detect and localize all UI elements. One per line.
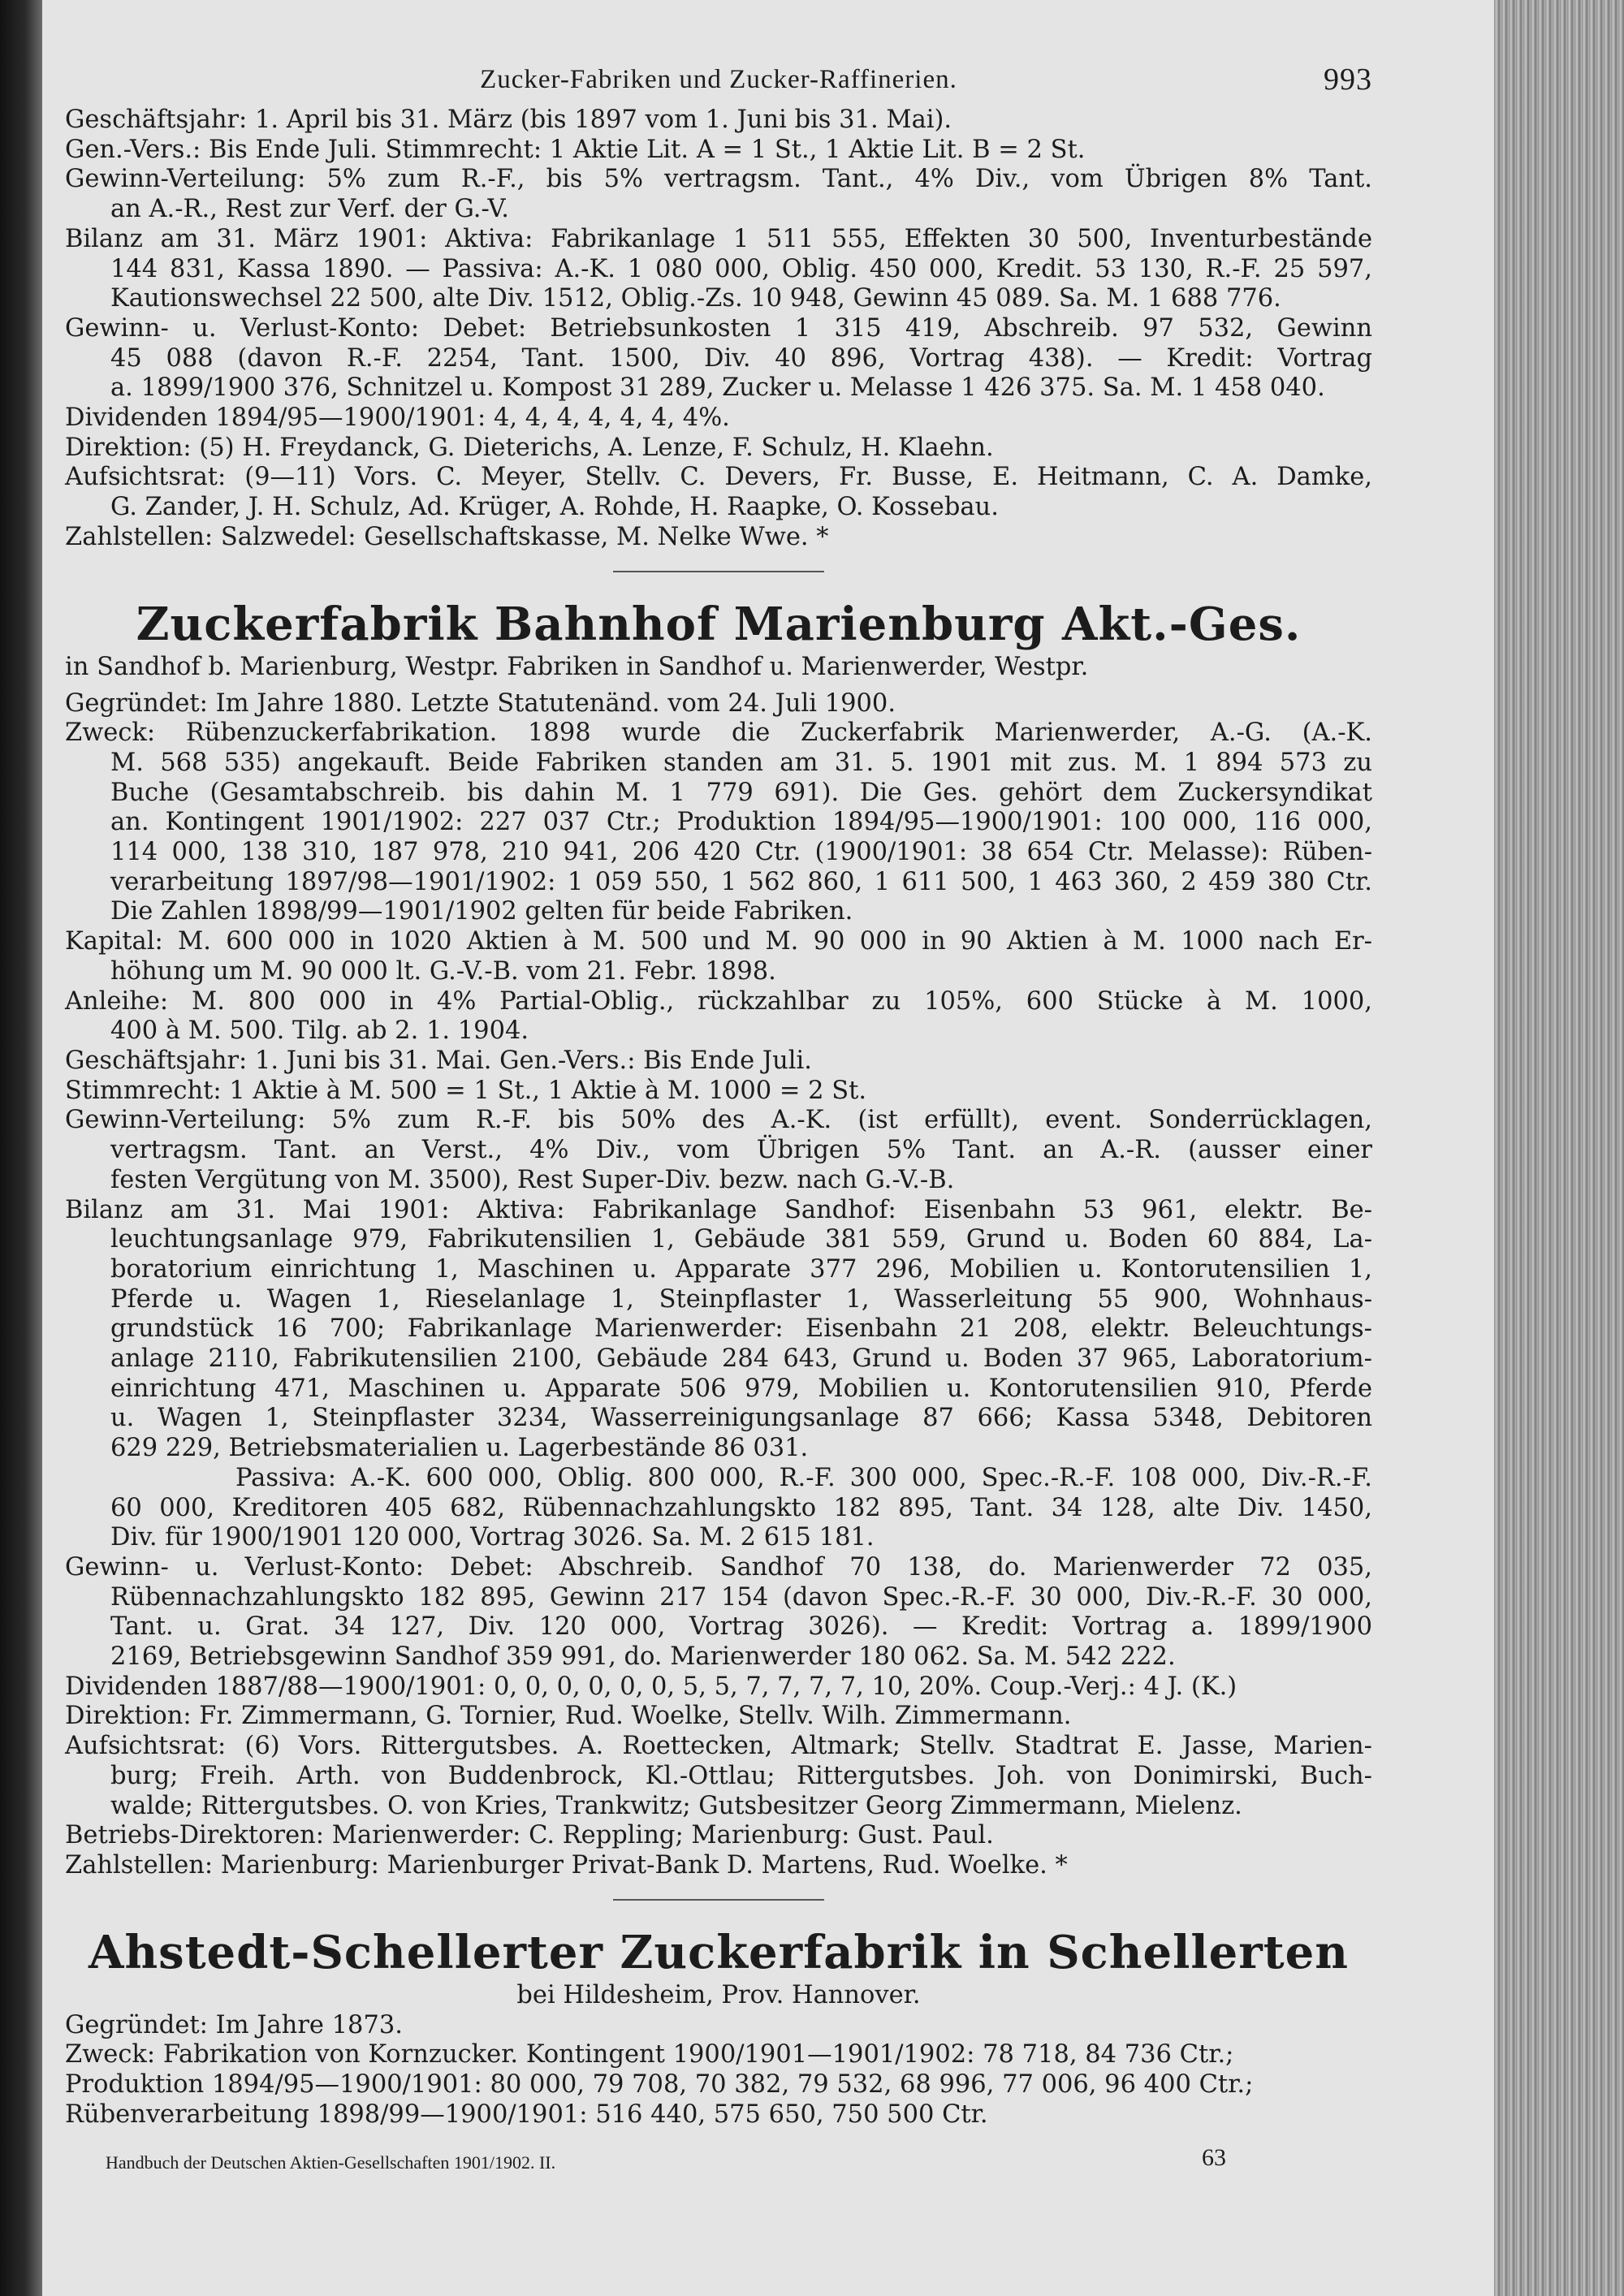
text-line: 45 088 (davon R.-F. 2254, Tant. 1500, Div. 40 896, Vortrag 438). — Kredit: Vortrag — [110, 343, 1372, 373]
text-line: Gewinn- u. Verlust-Konto: Debet: Abschreib. Sandhof 70 138, do. Marienwerder 72 035, — [65, 1552, 1372, 1582]
entry-previous-company — [65, 106, 1372, 553]
running-head — [65, 57, 1372, 106]
text-line: Geschäftsjahr: 1. Juni bis 31. Mai. Gen.-Vers.: Bis Ende Juli. — [65, 1046, 812, 1075]
company-subtitle-schellerten: bei Hildesheim, Prov. Hannover. — [516, 1980, 921, 2009]
text-line: Anleihe: M. 800 000 in 4% Partial-Oblig., rückzahlbar zu 105%, 600 Stücke à M. 1000, — [65, 986, 1372, 1016]
footer-source: Handbuch der Deutschen Aktien-Gesellschaften 1901/1902. II. — [106, 2152, 556, 2173]
text-line: Gegründet: Im Jahre 1873. — [65, 2010, 403, 2039]
text-line: einrichtung 471, Maschinen u. Apparate 506 979, Mobilien u. Kontorutensilien 910, Pferde — [110, 1374, 1372, 1403]
text-line: Rübennachzahlungskto 182 895, Gewinn 217 154 (davon Spec.-R.-F. 30 000, Div.-R.-F. 30 000, — [110, 1582, 1372, 1612]
text-line: Tant. u. Grat. 34 127, Div. 120 000, Vortrag 3026). — Kredit: Vortrag a. 1899/1900 — [110, 1612, 1372, 1642]
text-line: festen Vergütung von M. 3500), Rest Super-Div. bezw. nach G.-V.-B. — [110, 1165, 955, 1194]
text-line: Zahlstellen: Salzwedel: Gesellschaftskasse, M. Nelke Wwe. * — [65, 522, 829, 551]
text-line: an. Kontingent 1901/1902: 227 037 Ctr.; Produktion 1894/95—1900/1901: 100 000, 116 000, — [110, 808, 1372, 837]
text-line: Gewinn-Verteilung: 5% zum R.-F. bis 50% des A.-K. (ist erfüllt), event. Sonderrücklagen, — [65, 1106, 1372, 1135]
text-line: Geschäftsjahr: 1. April bis 31. März (bis 1897 vom 1. Juni bis 31. Mai). — [65, 106, 952, 134]
text-line: Aufsichtsrat: (6) Vors. Rittergutsbes. A. Roettecken, Altmark; Stellv. Stadtrat E. Jasse, Marien- — [65, 1732, 1372, 1761]
text-line: anlage 2110, Fabrikutensilien 2100, Gebäude 284 643, Grund u. Boden 37 965, Laboratorium- — [110, 1344, 1372, 1374]
text-line: höhung um M. 90 000 lt. G.-V.-B. vom 21. Febr. 1898. — [110, 956, 776, 986]
entry-schellerten — [65, 2011, 1372, 2130]
text-line: 400 à M. 500. Tilg. ab 2. 1. 1904. — [110, 1016, 529, 1046]
text-line: Gegründet: Im Jahre 1880. Letzte Statutenänd. vom 24. Juli 1900. — [65, 688, 896, 718]
text-line: Kapital: M. 600 000 in 1020 Aktien à M. 500 und M. 90 000 in 90 Aktien à M. 1000 nach Er- — [65, 927, 1372, 956]
text-line: Produktion 1894/95—1900/1901: 80 000, 79 708, 70 382, 79 532, 68 996, 77 006, 96 400 Ctr.; — [65, 2070, 1254, 2100]
page-footer — [65, 2144, 1372, 2183]
book-binding-shadow — [0, 0, 42, 2296]
text-line: Gewinn- u. Verlust-Konto: Debet: Betriebsunkosten 1 315 419, Abschreib. 97 532, Gewinn — [65, 313, 1372, 343]
text-line: Stimmrecht: 1 Aktie à M. 500 = 1 St., 1 Aktie à M. 1000 = 2 St. — [65, 1076, 867, 1105]
text-line: Passiva: A.-K. 600 000, Oblig. 800 000, R.-F. 300 000, Spec.-R.-F. 108 000, Div.-R.-F. — [235, 1463, 1372, 1492]
text-line: Direktion: Fr. Zimmermann, G. Tornier, Rud. Woelke, Stellv. Wilh. Zimmermann. — [65, 1702, 1072, 1731]
text-line: Bilanz am 31. März 1901: Aktiva: Fabrikanlage 1 511 555, Effekten 30 500, Inventurbestände — [65, 224, 1372, 253]
text-line: Zweck: Rübenzuckerfabrikation. 1898 wurde die Zuckerfabrik Marienwerder, A.-G. (A.-K. — [65, 719, 1372, 748]
text-line: 629 229, Betriebsmaterialien u. Lagerbestände 86 031. — [110, 1434, 809, 1463]
text-line: Kautionswechsel 22 500, alte Div. 1512, Oblig.-Zs. 10 948, Gewinn 45 089. Sa. M. 1 688 776. — [110, 284, 1281, 313]
text-line: an A.-R., Rest zur Verf. der G.-V. — [110, 195, 509, 224]
text-line: grundstück 16 700; Fabrikanlage Marienwerder: Eisenbahn 21 208, elektr. Beleuchtungs- — [110, 1314, 1372, 1344]
text-line: Buche (Gesamtabschreib. bis dahin M. 1 779 691). Die Ges. gehört dem Zuckersyndikat — [110, 778, 1372, 807]
page-number: 993 — [1324, 63, 1372, 97]
text-line: Div. für 1900/1901 120 000, Vortrag 3026. Sa. M. 2 615 181. — [110, 1523, 875, 1552]
page-content — [65, 57, 1372, 2183]
footer-signature: 63 — [1202, 2144, 1226, 2172]
text-line: verarbeitung 1897/98—1901/1902: 1 059 550, 1 562 860, 1 611 500, 1 463 360, 2 459 380 Ctr. — [110, 867, 1372, 896]
text-line: leuchtungsanlage 979, Fabrikutensilien 1, Gebäude 381 559, Grund u. Boden 60 884, La- — [110, 1225, 1372, 1254]
company-subtitle-marienburg: in Sandhof b. Marienburg, Westpr. Fabriken in Sandhof u. Marienwerder, Westpr. — [65, 652, 1089, 681]
text-line: Bilanz am 31. Mai 1901: Aktiva: Fabrikanlage Sandhof: Eisenbahn 53 961, elektr. Be- — [65, 1195, 1372, 1224]
text-line: walde; Rittergutsbes. O. von Kries, Trankwitz; Gutsbesitzer Georg Zimmermann, Mielenz. — [110, 1791, 1242, 1820]
text-line: M. 568 535) angekauft. Beide Fabriken standen am 31. 5. 1901 mit zus. M. 1 894 573 zu — [110, 748, 1372, 777]
text-line: boratorium einrichtung 1, Maschinen u. Apparate 377 296, Mobilien u. Kontorutensilien 1, — [110, 1254, 1372, 1284]
text-line: vertragsm. Tant. an Verst., 4% Div., vom Übrigen 5% Tant. an A.-R. (ausser einer — [110, 1136, 1372, 1165]
text-line: Pferde u. Wagen 1, Rieselanlage 1, Steinpflaster 1, Wasserleitung 55 900, Wohnhaus- — [110, 1284, 1372, 1314]
text-line: Gewinn-Verteilung: 5% zum R.-F., bis 5% vertragsm. Tant., 4% Div., vom Übrigen 8% Tant. — [65, 165, 1372, 194]
separator-rule — [613, 571, 824, 572]
text-line: u. Wagen 1, Steinpflaster 3234, Wasserreinigungsanlage 87 666; Kassa 5348, Debitoren — [110, 1404, 1372, 1433]
text-line: Gen.-Vers.: Bis Ende Juli. Stimmrecht: 1 Aktie Lit. A = 1 St., 1 Aktie Lit. B = 2 St. — [65, 135, 1086, 164]
company-title-marienburg: Zuckerfabrik Bahnhof Marienburg Akt.-Ges. — [136, 597, 1302, 651]
text-line: 114 000, 138 310, 187 978, 210 941, 206 420 Ctr. (1900/1901: 38 654 Ctr. Melasse): Rüben- — [110, 838, 1372, 867]
text-line: burg; Freih. Arth. von Buddenbrock, Kl.-Ottlau; Rittergutsbes. Joh. von Donimirski, Buch- — [110, 1761, 1372, 1790]
text-line: 144 831, Kassa 1890. — Passiva: A.-K. 1 080 000, Oblig. 450 000, Kredit. 53 130, R.-F. 25 597, — [110, 254, 1372, 283]
text-line: Rübenverarbeitung 1898/99—1900/1901: 516 440, 575 650, 750 500 Ctr. — [65, 2100, 988, 2129]
text-line: 2169, Betriebsgewinn Sandhof 359 991, do. Marienwerder 180 062. Sa. M. 542 222. — [110, 1642, 1176, 1672]
entry-marienburg — [65, 689, 1372, 1881]
text-line: Direktion: (5) H. Freydanck, G. Dieterichs, A. Lenze, F. Schulz, H. Klaehn. — [65, 433, 994, 462]
text-line: Dividenden 1887/88—1900/1901: 0, 0, 0, 0, 0, 0, 5, 5, 7, 7, 7, 7, 10, 20%. Coup.-Verj.: 4 J. (K.) — [65, 1672, 1237, 1701]
text-line: Zahlstellen: Marienburg: Marienburger Privat-Bank D. Martens, Rud. Woelke. * — [65, 1850, 1068, 1880]
text-line: G. Zander, J. H. Schulz, Ad. Krüger, A. Rohde, H. Raapke, O. Kossebau. — [110, 493, 999, 522]
page-edges — [1494, 0, 1624, 2296]
text-line: a. 1899/1900 376, Schnitzel u. Kompost 31 289, Zucker u. Melasse 1 426 375. Sa. M. 1 458 040. — [110, 373, 1325, 403]
text-line: Betriebs-Direktoren: Marienwerder: C. Reppling; Marienburg: Gust. Paul. — [65, 1821, 994, 1850]
text-line: Zweck: Fabrikation von Kornzucker. Kontingent 1900/1901—1901/1902: 78 718, 84 736 Ctr.; — [65, 2040, 1234, 2069]
separator-rule — [613, 1899, 824, 1901]
text-line: Dividenden 1894/95—1900/1901: 4, 4, 4, 4, 4, 4, 4%. — [65, 404, 730, 433]
text-line: 60 000, Kreditoren 405 682, Rübennachzahlungskto 182 895, Tant. 34 128, alte Div. 1450, — [110, 1493, 1372, 1522]
text-line: Die Zahlen 1898/99—1901/1902 gelten für beide Fabriken. — [110, 897, 853, 926]
running-head-title: Zucker-Fabriken und Zucker-Raffinerien. — [480, 65, 957, 94]
text-line: Aufsichtsrat: (9—11) Vors. C. Meyer, Stellv. C. Devers, Fr. Busse, E. Heitmann, C. A. Damke, — [65, 463, 1372, 492]
company-title-schellerten: Ahstedt-Schellerter Zuckerfabrik in Schellerten — [89, 1925, 1349, 1979]
